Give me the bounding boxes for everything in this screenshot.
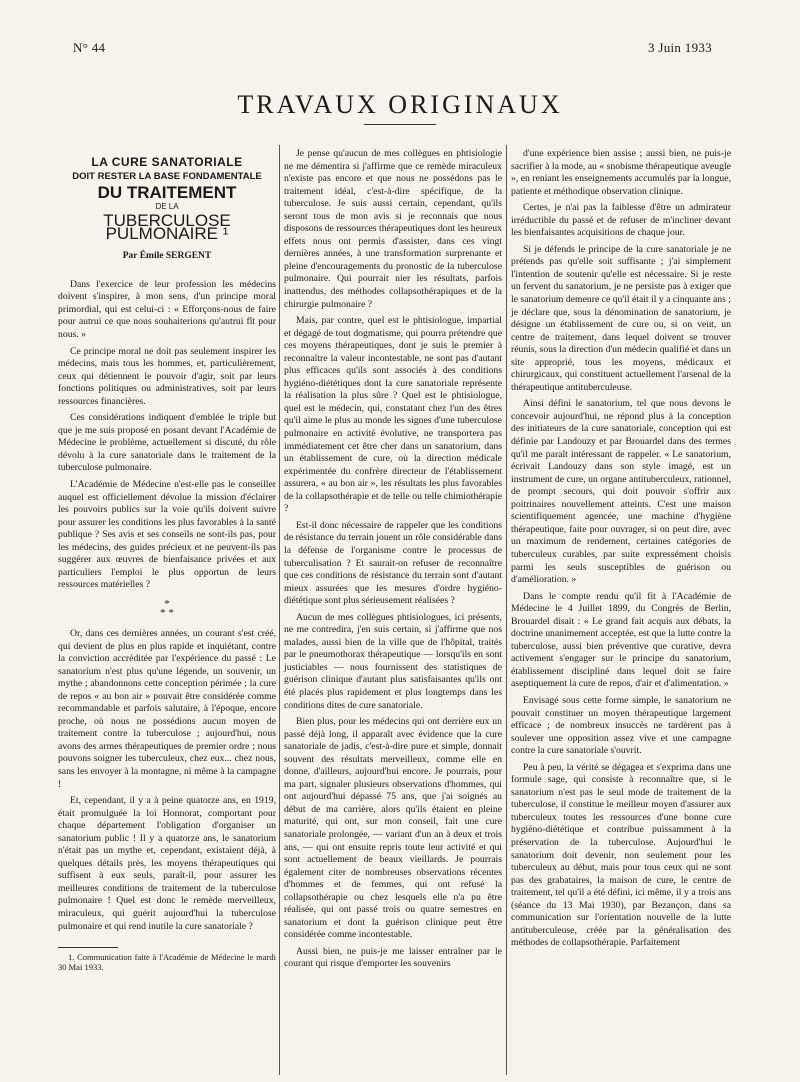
title-rule [364, 124, 436, 125]
paragraph: Ainsi défini le sanatorium, tel que nous devons le concevoir aujourd'hui, ne répond plus à la conception des initiateurs de la cure sanatoriale, conception qui est définie par Landouzy et par Brouardel dans des termes qu'il me paraît intéressant de rappeler. « Le sanatorium, écrivait Landouzy dans son style imagé, est un instrument de cure, un organe antituberculeux, rationnel, de prompt secours, qui doit pouvoir s'offrir aux poitrinaires nouvellement atteints. C'est une maison scientifiquement agencée, une machine d'hygiène thérapeutique, faite pour ouvrager, si on peut dire, avec un maximum de rendement, certaines catégories de tuberculeux curables, par suite expressément choisis parmi les seuls susceptibles de guérison ou d'amélioration. » [511, 398, 731, 586]
column-divider [506, 145, 507, 1075]
article-title-line4: DE LA [155, 201, 179, 211]
footnote-rule [58, 947, 118, 948]
paragraph: L'Académie de Médecine n'est-elle pas le conseiller auquel est officiellement dévolue la mission d'éclairer les pouvoirs publics sur la voie qu'ils doivent suivre pour assurer les conditions les plus favorables à la santé publique ? Ses avis et ses conseils ne sont-ils pas, pour les médecins, des guides précieux et ne peuvent-ils pas suggérer aux œuvres de bienfaisance privées et aux particuliers l'emploi le plus opportun de leurs ressources matérielles ? [58, 479, 276, 591]
paragraph: Aucun de mes collègues phtisiologues, ici présents, ne me contredira, j'en suis certain, si j'affirme que nos malades, aussi bien de la ville que de l'hôpital, traités par le pneumothorax thérapeutique — lorsqu'ils en sont justiciables — nous fournissent des statistiques de guérison clinique d'autant plus satisfaisantes qu'ils ont été placés plus rapidement et plus longtemps dans les conditions dites de cure sanatoriale. [284, 611, 502, 711]
paragraph: d'une expérience bien assise ; aussi bien, ne puis-je sacrifier à la mode, au « snobisme thérapeutique aveugle », en reniant les enseignements accumulés par la longue, patiente et méthodique observation clinique. [511, 148, 731, 197]
paragraph: Or, dans ces dernières années, un courant s'est créé, qui devient de plus en plus rapide et inquiétant, contre la conviction accréditée par l'expérience du passé : Le sanatorium n'est plus qu'une légende, un souvenir, un mythe ; abandonnons cette conception périmée ; la cure de repos « au bon air » pouvait être considérée comme recommandable et parfois salutaire, à l'époque, encore proche, où nous ne possédions aucun moyen de traitement contre la tuberculose ; aujourd'hui, nous avons des armes thérapeutiques de premier ordre ; nous pouvons soigner les tuberculeux, chez eux... chez nous, sans les envoyer à la montagne, ni même à la campagne ! [58, 627, 276, 790]
section-title: TRAVAUX ORIGINAUX [237, 90, 563, 119]
article-title [58, 155, 276, 243]
column-1 [58, 148, 276, 972]
article-title-line1: LA CURE SANATORIALE [91, 155, 243, 169]
paragraph: Ces considérations indiquent d'emblée le triple but que je me suis proposé en posant devant l'Académie de Médecine le problème, actuellement si discuté, du rôle dévolu à la cure sanatoriale dans le traitement de la tuberculose pulmonaire. [58, 412, 276, 474]
article-author: Par Émile SERGENT [122, 251, 212, 262]
paragraph: Envisagé sous cette forme simple, le sanatorium ne pouvait constituer un moyen thérapeutique largement efficace ; de nombreux insuccès ne tardèrent pas à soulever une opposition assez vive et une campagne contre la cure sanatoriale s'ouvrit. [511, 694, 731, 757]
paragraph: Certes, je n'ai pas la faiblesse d'être un admirateur irréductible du passé et de refuser de m'incliner devant les bienfaisantes acquisitions de chaque jour. [511, 202, 731, 239]
paragraph: Est-il donc nécessaire de rappeler que les conditions de résistance du terrain jouent un rôle considérable dans la défense de l'organisme contre le processus de tuberculisation ? Et saurait-on refuser de reconnaître que ces conditions de résistance du terrain sont d'autant mieux assurées que les mesures d'ordre hygiéno-diététique sont plus sérieusement réalisées ? [284, 519, 502, 607]
column-2 [284, 148, 502, 975]
paragraph: Mais, par contre, quel est le phtisiologue, impartial et dégagé de tout dogmatisme, qui pourra prétendre que ces moyens thérapeutiques, dont je suis le premier à reconnaître la valeur incontestable, ne sont pas d'autant plus efficaces qu'ils sont associés à des conditions hygiéno-diététiques dont la cure sanatoriale représente la réalisation la plus sûre ? Quel est le phtisiologue, quel est le médecin, qui, constatant chez l'un des êtres qu'il aime le plus au monde les signes d'une tuberculose pulmonaire en activité évolutive, ne transportera pas immédiatement cet être cher dans un sanatorium, dans un établissement de cure, où la direction médicale expérimentée du confrère directeur de l'établissement assurera, « au bon air », les résultats les plus favorables de la collapsothérapie et de telle ou telle chimiothérapie ? [284, 315, 502, 515]
paragraph: Aussi bien, ne puis-je me laisser entraîner par le courant qui risque d'emporter les souvenirs [284, 945, 502, 970]
paragraph: Et, cependant, il y a à peine quatorze ans, en 1919, était promulguée la loi Honnorat, comportant pour chaque département l'obligation d'organiser un sanatorium public ! Il y a quatorze ans, le sanatorium n'était pas un mythe et, cependant, existaient déjà, à quelques détails près, les moyens thérapeutiques qui suffisent à eux seuls, paraît-il, pour assurer les meilleures conditions de traitement de la tuberculose pulmonaire ! Quel est donc le remède merveilleux, miraculeux, qui guérit aujourd'hui la tuberculose pulmonaire et qui rend inutile la cure sanatoriale ? [58, 795, 276, 932]
column-divider [279, 145, 280, 1075]
paragraph: Peu à peu, la vérité se dégagea et s'exprima dans une formule sage, qui consiste à reconnaître que, si le sanatorium n'est pas le seul mode de traitement de la tuberculose, il constitue le meilleur moyen d'assurer aux tuberculeux toutes les ressources d'une bonne cure hygiéno-diététique et contribue puissamment à la préservation de la tuberculose. Aujourd'hui le sanatorium doit devenir, non seulement pour les tuberculeux au début, mais pour tous ceux qui ne sont pas des grabataires, la maison de cure, le centre de traitement, tel qu'il a été défini, ici même, il y a trois ans (séance du 13 Mai 1930), par Bezançon, dans sa communication sur l'orientation nouvelle de la lutte antituberculeuse, créée par la généralisation des méthodes de collapsothérapie. Parfaitement [511, 761, 731, 949]
footnote: 1. Communication faite à l'Académie de Médecine le mardi 30 Mai 1933. [58, 952, 276, 973]
paragraph: Bien plus, pour les médecins qui ont derrière eux un passé déjà long, il apparaît avec évidence que la cure sanatoriale de jadis, c'est-à-dire pure et simple, donnait souvent des résultats merveilleux, comme elle en donne, d'ailleurs, aujourd'hui encore. Je pourrais, pour ma part, signaler plusieurs observations d'hommes, qui ont aujourd'hui dépassé 75 ans, que j'ai soignés au début de ma carrière, alors qu'ils étaient en pleine maturité, qui ont, sur mon conseil, fait une cure sanatoriale prolongée, — variant d'un an à deux et trois ans, — qui ont ensuite repris toute leur activité et qui sont actuellement de beaux vieillards. Je pourrais également citer de nombreuses observations récentes d'hommes et de femmes, qui ont refusé la collapsothérapie ou chez lesquels elle n'a pu être réalisée, qui ont passé trois ou quatre semestres en sanatorium et dont la guérison clinique peut être considérée comme incontestable. [284, 716, 502, 941]
column-3 [511, 148, 731, 954]
article-title-line5: TUBERCULOSE PULMONAIRE ¹ [103, 211, 231, 243]
section-separator: * * * [160, 597, 174, 619]
article-title-line3: DU TRAITEMENT [97, 183, 237, 203]
issue-number: N° 44 [73, 40, 106, 55]
paragraph: Je pense qu'aucun de mes collègues en phtisiologie ne me démentira si j'affirme que ce remède miraculeux n'existe pas encore et que nous ne possédons pas le traitement idéal, c'est-à-dire spécifique, de la tuberculose. Je suis aussi certain, cependant, qu'ils seront tous de mon avis si je reconnais que nous disposons de ressources thérapeutiques dont les heureux effets nous ont permis d'assister, dans ces vingt dernières années, à une transformation surprenante et pleine d'encouragements du pronostic de la tuberculose pulmonaire. Qui pourrait nier les résultats, parfois inattendus, des méthodes collapsothérapiques et de la chirurgie pulmonaire ? [284, 148, 502, 310]
paragraph: Dans le compte rendu qu'il fit à l'Académie de Médecine le 4 Juillet 1899, du Congrès de Berlin, Brouardel disait : « Le grand fait acquis aux débats, la doctrine unanimement acceptée, est que la lutte contre la tuberculose, aussi bien préventive que curative, devra activement s'engager sur le principe du sanatorium, établissement discipliné dans lequel doit se faire aseptiquement la cure de repos, d'air et d'alimentation. » [511, 590, 731, 690]
issue-date: 3 Juin 1933 [648, 40, 712, 55]
paragraph: Ce principe moral ne doit pas seulement inspirer les médecins, mais tous les hommes, et, particulièrement, ceux qui détiennent le pouvoir d'agir, soit par leurs fonctions politiques ou administratives, soit par leurs ressources financières. [58, 345, 276, 407]
paragraph: Si je défends le principe de la cure sanatoriale je ne prétends pas qu'elle soit suffisante ; j'ai simplement l'intention de soutenir qu'elle est nécessaire. Si je reste un fervent du sanatorium, je ne persiste pas à exiger que le sanatorium demeure ce qu'il était il y a cinquante ans ; je déclare que, sous la dénomination de sanatorium, je désigne un établissement de cure ou, si on veut, un centre de traitement, dans lequel doivent se trouver réunis, sous la direction d'un médecin qualifié et dans un site approprié, tous les moyens, médicaux et chirurgicaux, qui constituent actuellement l'arsenal de la thérapeutique antituberculeuse. [511, 243, 731, 393]
paragraph: Dans l'exercice de leur profession les médecins doivent s'inspirer, à mon sens, d'un principe moral primordial, qui est celui-ci : « Efforçons-nous de faire pour autrui ce que nous souhaiterions qu'autrui fît pour nous. » [58, 278, 276, 341]
article-title-line2: DOIT RESTER LA BASE FONDAMENTALE [72, 170, 262, 182]
